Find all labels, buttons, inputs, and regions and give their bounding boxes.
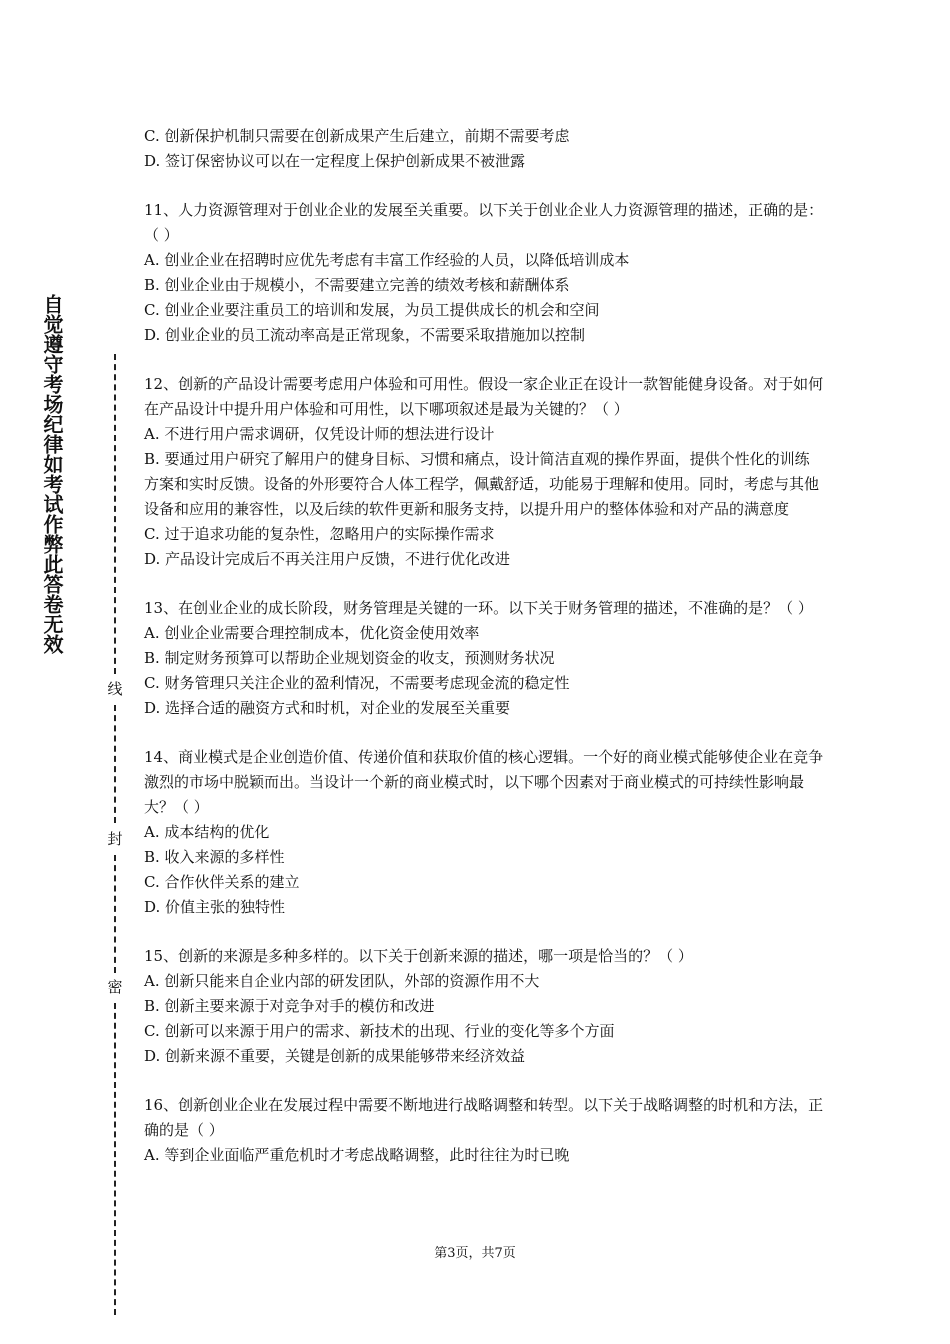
option-d: D. 选择合适的融资方式和时机，对企业的发展至关重要 <box>144 699 511 717</box>
option-b: B. 要通过用户研究了解用户的健身目标、习惯和痛点，设计简洁直观的操作界面，提供个性化的训练方案和实时反馈。设备的外形要符合人体工程学，佩戴舒适，功能易于理解和使用。同时，考虑与其他设备和应用的兼容性，以及后续的软件更新和服务支持，以提升用户的整体体验和对产品的满意度 <box>144 450 820 518</box>
option-c: C. 创新保护机制只需要在创新成果产生后建立，前期不需要考虑 <box>144 127 570 145</box>
binding-label-line: 线 <box>104 680 126 698</box>
option-d: D. 价值主张的独特性 <box>144 898 286 916</box>
option-c: C. 创业企业要注重员工的培训和发展，为员工提供成长的机会和空间 <box>144 301 600 319</box>
option-d: D. 产品设计完成后不再关注用户反馈，不进行优化改进 <box>144 550 511 568</box>
question-text: 12、创新的产品设计需要考虑用户体验和可用性。假设一家企业正在设计一款智能健身设备。对于如何在产品设计中提升用户体验和可用性，以下哪项叙述是最为关键的？（ ） <box>144 375 824 418</box>
binding-label-seal: 封 <box>104 830 126 848</box>
option-a: A. 创业企业需要合理控制成本，优化资金使用效率 <box>144 624 480 642</box>
question-text: 13、在创业企业的成长阶段，财务管理是关键的一环。以下关于财务管理的描述，不准确的是？（ ） <box>144 599 813 617</box>
option-c: C. 创新可以来源于用户的需求、新技术的出现、行业的变化等多个方面 <box>144 1022 615 1040</box>
option-a: A. 等到企业面临严重危机时才考虑战略调整，此时往往为时已晚 <box>144 1146 570 1164</box>
question-15 <box>144 944 824 1069</box>
question-text: 14、商业模式是企业创造价值、传递价值和获取价值的核心逻辑。一个好的商业模式能够使企业在竞争激烈的市场中脱颖而出。当设计一个新的商业模式时，以下哪个因素对于商业模式的可持续性影响最大？（ ） <box>144 748 824 816</box>
option-b: B. 创新主要来源于对竞争对手的模仿和改进 <box>144 997 435 1015</box>
option-c: C. 合作伙伴关系的建立 <box>144 873 300 891</box>
binding-line <box>114 855 116 973</box>
question-14 <box>144 745 824 920</box>
question-list <box>144 124 824 1168</box>
binding-line <box>114 705 116 823</box>
question-text: 15、创新的来源是多种多样的。以下关于创新来源的描述，哪一项是恰当的？（ ） <box>144 947 693 965</box>
option-c: C. 过于追求功能的复杂性，忽略用户的实际操作需求 <box>144 525 495 543</box>
option-a: A. 创业企业在招聘时应优先考虑有丰富工作经验的人员，以降低培训成本 <box>144 251 630 269</box>
option-a: A. 成本结构的优化 <box>144 823 270 841</box>
binding-warning: 自觉遵守考场纪律如考试作弊此答卷无效 <box>40 294 64 654</box>
option-d: D. 创新来源不重要，关键是创新的成果能够带来经济效益 <box>144 1047 526 1065</box>
option-b: B. 制定财务预算可以帮助企业规划资金的收支，预测财务状况 <box>144 649 555 667</box>
question-12 <box>144 372 824 572</box>
binding-line <box>114 1003 116 1315</box>
binding-label-secret: 密 <box>104 978 126 996</box>
option-a: A. 创新只能来自企业内部的研发团队，外部的资源作用不大 <box>144 972 540 990</box>
option-d: D. 签订保密协议可以在一定程度上保护创新成果不被泄露 <box>144 152 526 170</box>
option-b: B. 收入来源的多样性 <box>144 848 285 866</box>
option-a: A. 不进行用户需求调研，仅凭设计师的想法进行设计 <box>144 425 495 443</box>
question-16 <box>144 1093 824 1168</box>
question-10-continued <box>144 124 824 174</box>
page-number: 第3页，共7页 <box>434 1246 516 1261</box>
option-b: B. 创业企业由于规模小，不需要建立完善的绩效考核和薪酬体系 <box>144 276 570 294</box>
question-text: 11、人力资源管理对于创业企业的发展至关重要。以下关于创业企业人力资源管理的描述，正确的是：（ ） <box>144 201 824 244</box>
question-13 <box>144 596 824 721</box>
option-d: D. 创业企业的员工流动率高是正常现象，不需要采取措施加以控制 <box>144 326 586 344</box>
binding-line <box>114 354 116 674</box>
option-c: C. 财务管理只关注企业的盈利情况，不需要考虑现金流的稳定性 <box>144 674 570 692</box>
question-11 <box>144 198 824 348</box>
question-text: 16、创新创业企业在发展过程中需要不断地进行战略调整和转型。以下关于战略调整的时机和方法，正确的是（ ） <box>144 1096 824 1139</box>
